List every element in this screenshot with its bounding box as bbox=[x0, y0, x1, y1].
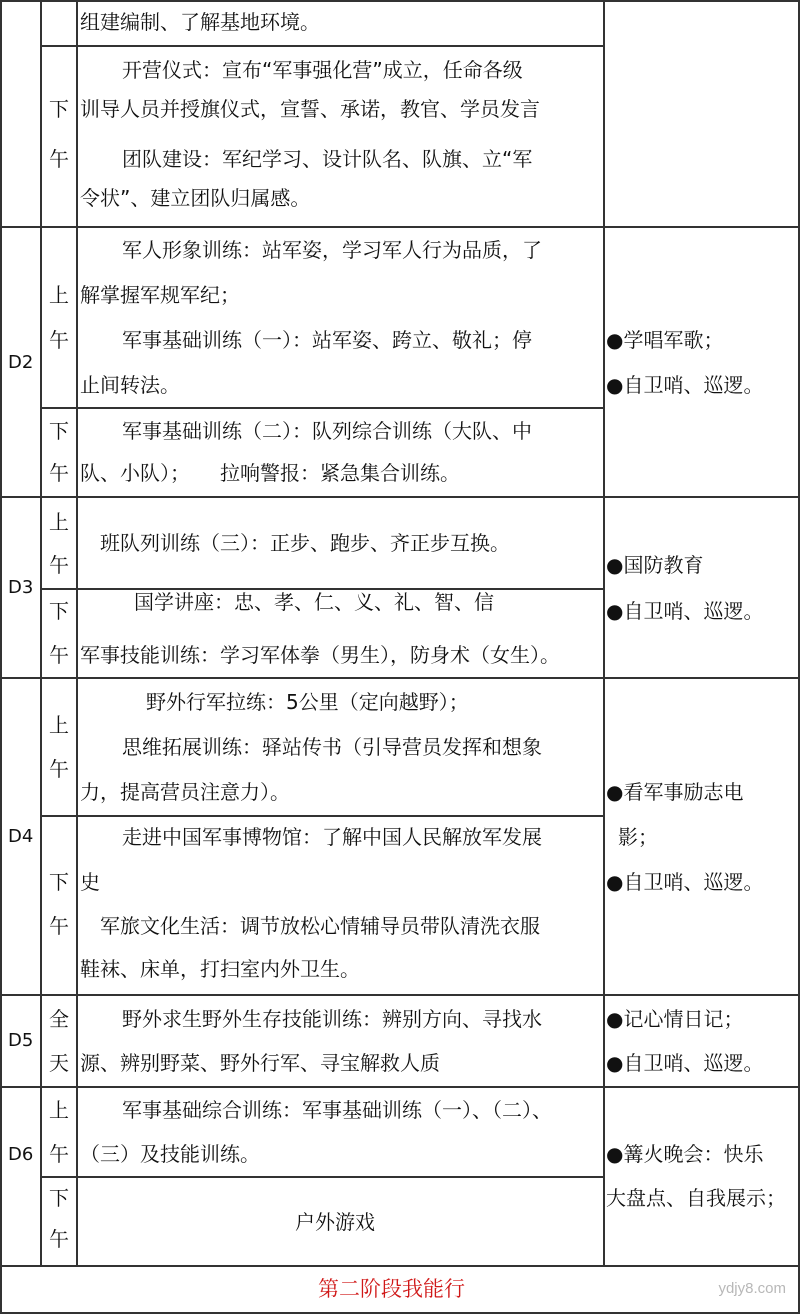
day-label-d2: D2 bbox=[8, 352, 34, 373]
d6-morning-label-1: 上 bbox=[49, 1098, 69, 1122]
d3-morning-label-1: 上 bbox=[49, 510, 69, 534]
d2-morning-label-2: 午 bbox=[49, 328, 69, 352]
col-divider bbox=[76, 0, 78, 1266]
d1-morning-text: 组建编制、了解基地环境。 bbox=[80, 10, 320, 34]
d2-afternoon-line: 军事基础训练（二）：队列综合训练（大队、中 bbox=[122, 419, 532, 443]
d4-afternoon-line: 走进中国军事博物馆：了解中国人民解放军发展 bbox=[122, 825, 542, 849]
d1-afternoon-label-1: 下 bbox=[49, 97, 69, 121]
d3-afternoon-line: 军事技能训练：学习军体拳（男生），防身术（女生）。 bbox=[80, 643, 560, 667]
col-divider bbox=[0, 0, 2, 1314]
d4-evening-item: 影； bbox=[618, 825, 658, 849]
row-divider bbox=[0, 226, 800, 228]
d4-evening-item: ●自卫哨、巡逻。 bbox=[606, 870, 764, 894]
d2-evening-item: ●自卫哨、巡逻。 bbox=[606, 373, 764, 397]
d6-morning-label-2: 午 bbox=[49, 1142, 69, 1166]
d6-afternoon-line: 户外游戏 bbox=[295, 1210, 375, 1234]
d1-afternoon-line: 令状”、建立团队归属感。 bbox=[80, 186, 311, 210]
d6-afternoon-label-2: 午 bbox=[49, 1227, 69, 1251]
d2-afternoon-label-2: 午 bbox=[49, 461, 69, 485]
row-divider bbox=[0, 496, 800, 498]
d2-afternoon-line: 队、小队）； 拉响警报：紧急集合训练。 bbox=[80, 461, 460, 485]
d5-content-line: 源、辨别野菜、野外行军、寻宝解救人质 bbox=[80, 1051, 440, 1075]
d2-morning-line: 军事基础训练（一）：站军姿、跨立、敬礼；停 bbox=[122, 328, 532, 352]
d6-morning-line: （三）及技能训练。 bbox=[80, 1142, 260, 1166]
row-divider bbox=[0, 677, 800, 679]
d2-morning-line: 解掌握军规军纪； bbox=[80, 283, 240, 307]
d1-afternoon-line: 团队建设：军纪学习、设计队名、队旗、立“军 bbox=[122, 147, 533, 171]
d1-afternoon-line: 训导人员并授旗仪式，宣誓、承诺，教官、学员发言 bbox=[80, 97, 540, 121]
d6-morning-line: 军事基础综合训练：军事基础训练（一）、（二）、 bbox=[122, 1098, 552, 1122]
col-divider bbox=[603, 0, 605, 1266]
d4-morning-line: 力，提高营员注意力）。 bbox=[80, 780, 290, 804]
d4-evening-item: ●看军事励志电 bbox=[606, 780, 744, 804]
d4-morning-label-1: 上 bbox=[49, 713, 69, 737]
d4-afternoon-label-2: 午 bbox=[49, 914, 69, 938]
row-divider bbox=[40, 407, 604, 409]
d4-afternoon-line: 鞋袜、床单，打扫室内外卫生。 bbox=[80, 957, 360, 981]
day-label-d4: D4 bbox=[8, 826, 34, 847]
d2-morning-label-1: 上 bbox=[49, 283, 69, 307]
d5-label-2: 天 bbox=[49, 1051, 69, 1075]
d3-evening-item: ●国防教育 bbox=[606, 553, 704, 577]
d4-morning-label-2: 午 bbox=[49, 757, 69, 781]
d2-evening-item: ●学唱军歌； bbox=[606, 328, 724, 352]
row-divider bbox=[40, 1176, 604, 1178]
stage-title: 第二阶段我能行 bbox=[318, 1277, 465, 1301]
d4-afternoon-label-1: 下 bbox=[49, 870, 69, 894]
d4-morning-line: 野外行军拉练：5公里（定向越野）； bbox=[146, 690, 469, 714]
col-divider bbox=[40, 0, 42, 1266]
d6-afternoon-label-1: 下 bbox=[49, 1186, 69, 1210]
d3-afternoon-label-1: 下 bbox=[49, 599, 69, 623]
d6-evening-item: ●篝火晚会：快乐 bbox=[606, 1142, 764, 1166]
d4-morning-line: 思维拓展训练：驿站传书（引导营员发挥和想象 bbox=[122, 735, 542, 759]
d1-afternoon-label-2: 午 bbox=[49, 147, 69, 171]
day-label-d5: D5 bbox=[8, 1030, 34, 1051]
d2-morning-line: 军人形象训练：站军姿，学习军人行为品质，了 bbox=[122, 238, 542, 262]
d1-afternoon-line: 开营仪式：宣布“军事强化营”成立，任命各级 bbox=[122, 58, 523, 82]
row-divider bbox=[40, 45, 604, 47]
d5-content-line: 野外求生野外生存技能训练：辨别方向、寻找水 bbox=[122, 1007, 542, 1031]
d3-evening-item: ●自卫哨、巡逻。 bbox=[606, 599, 764, 623]
table-border-top bbox=[0, 0, 800, 2]
d4-afternoon-line: 史 bbox=[80, 870, 100, 894]
d2-morning-line: 止间转法。 bbox=[80, 373, 180, 397]
d5-label-1: 全 bbox=[49, 1007, 69, 1031]
d5-evening-item: ●自卫哨、巡逻。 bbox=[606, 1051, 764, 1075]
d3-afternoon-label-2: 午 bbox=[49, 643, 69, 667]
row-divider bbox=[40, 815, 604, 817]
d3-morning-label-2: 午 bbox=[49, 553, 69, 577]
row-divider bbox=[0, 1265, 800, 1267]
day-label-d3: D3 bbox=[8, 577, 34, 598]
row-divider bbox=[0, 1086, 800, 1088]
d4-afternoon-line: 军旅文化生活：调节放松心情辅导员带队清洗衣服 bbox=[100, 914, 540, 938]
d5-evening-item: ●记心情日记； bbox=[606, 1007, 744, 1031]
d3-morning-line: 班队列训练（三）：正步、跑步、齐正步互换。 bbox=[100, 531, 510, 555]
day-label-d6: D6 bbox=[8, 1144, 34, 1165]
d3-afternoon-line: 国学讲座：忠、孝、仁、义、礼、智、信 bbox=[134, 590, 494, 614]
row-divider bbox=[0, 994, 800, 996]
d6-evening-item: 大盘点、自我展示； bbox=[606, 1186, 786, 1210]
watermark: ydjy8.com bbox=[718, 1280, 786, 1297]
d2-afternoon-label-1: 下 bbox=[49, 419, 69, 443]
